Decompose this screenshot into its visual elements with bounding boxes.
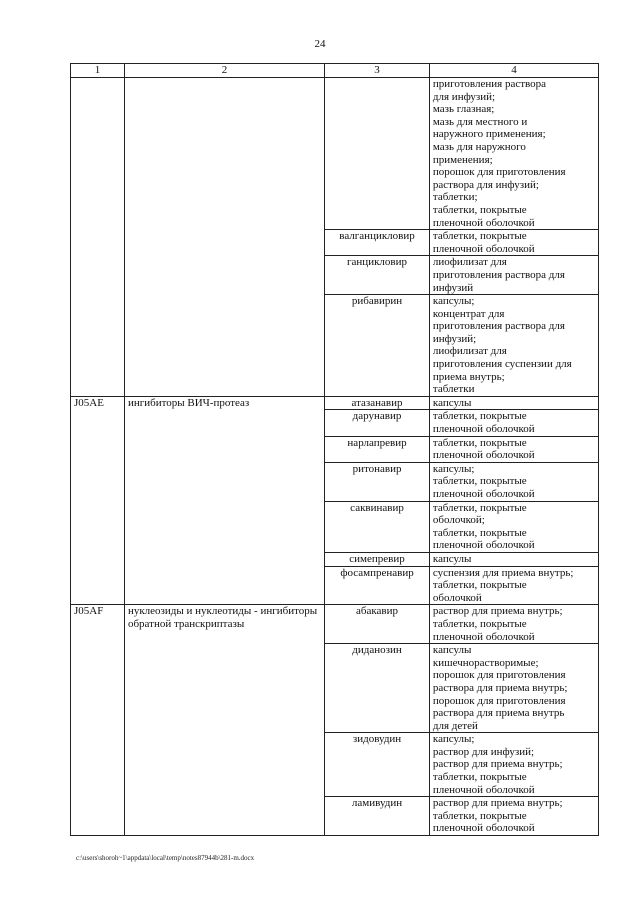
drug-name-cell: диданозин	[325, 644, 430, 733]
drug-name-cell: ритонавир	[325, 462, 430, 501]
table-row	[71, 605, 599, 644]
dosage-forms-cell	[429, 295, 598, 397]
column-header: 2	[124, 64, 324, 78]
dosage-form-line: раствор для приема внутрь;	[432, 797, 563, 810]
dosage-form-line: таблетки, покрытые	[432, 501, 527, 514]
dosage-forms-cell	[429, 644, 598, 733]
atc-code-cell	[71, 78, 125, 397]
dosage-form-line: порошок для приготовления	[432, 166, 566, 179]
drug-name-cell: зидовудин	[325, 733, 430, 797]
drug-name-cell	[325, 78, 430, 230]
dosage-form-line: приготовления суспензии для	[432, 358, 572, 371]
dosage-form-line: таблетки, покрытые	[432, 526, 527, 539]
column-header: 1	[71, 64, 125, 78]
footer-file-path: c:\users\shoroh~1\appdata\local\temp\notes87944b\281-m.docx	[76, 854, 255, 862]
dosage-form-line: порошок для приготовления	[432, 669, 566, 682]
dosage-form-line: кишечнорастворимые;	[432, 656, 539, 669]
dosage-form-line: таблетки, покрытые	[432, 230, 527, 243]
dosage-form-line: приготовления раствора для	[432, 320, 565, 333]
dosage-forms-cell	[429, 552, 598, 566]
dosage-form-line: раствора для инфузий;	[432, 178, 539, 191]
drug-group-cell	[124, 78, 324, 397]
drug-name-cell: атазанавир	[325, 396, 430, 410]
dosage-form-line: наружного применения;	[432, 128, 546, 141]
drug-name-cell: рибавирин	[325, 295, 430, 397]
dosage-form-line: лиофилизат для	[432, 345, 507, 358]
drug-name-cell: абакавир	[325, 605, 430, 644]
dosage-form-line: таблетки, покрытые	[432, 809, 527, 822]
dosage-form-line: таблетки, покрытые	[432, 579, 527, 592]
drug-name-cell: нарлапревир	[325, 436, 430, 462]
dosage-form-line: пленочной оболочкой	[432, 449, 535, 462]
dosage-forms-cell	[429, 436, 598, 462]
atc-code-cell: J05AF	[71, 605, 125, 836]
drug-name-cell: саквинавир	[325, 501, 430, 552]
atc-code-cell: J05AE	[71, 396, 125, 605]
dosage-form-line: таблетки	[432, 383, 475, 396]
dosage-form-line: инфузий	[432, 281, 474, 294]
dosage-form-line: раствор для приема внутрь;	[432, 605, 563, 618]
dosage-form-line: раствор для приема внутрь;	[432, 758, 563, 771]
dosage-form-line: оболочкой;	[432, 514, 485, 527]
dosage-forms-cell	[429, 230, 598, 256]
dosage-form-line: для инфузий;	[432, 90, 496, 103]
dosage-form-line: применения;	[432, 153, 493, 166]
dosage-form-line: пленочной оболочкой	[432, 242, 535, 255]
dosage-form-line: капсулы	[432, 644, 472, 657]
dosage-form-line: мазь для наружного	[432, 140, 526, 153]
dosage-form-line: таблетки, покрытые	[432, 617, 527, 630]
dosage-form-line: капсулы;	[432, 462, 475, 475]
column-header: 3	[325, 64, 430, 78]
page-number: 24	[314, 38, 326, 50]
dosage-form-line: таблетки, покрытые	[432, 475, 527, 488]
drug-group-cell: нуклеозиды и нуклеотиды - ингибиторы обратной транскриптазы	[124, 605, 324, 836]
dosage-forms-cell	[429, 605, 598, 644]
dosage-form-line: пленочной оболочкой	[432, 216, 535, 229]
drug-table	[70, 63, 599, 836]
dosage-form-line: мазь для местного и	[432, 115, 528, 128]
dosage-form-line: таблетки, покрытые	[432, 771, 527, 784]
dosage-form-line: пленочной оболочкой	[432, 423, 535, 436]
dosage-form-line: таблетки, покрытые	[432, 203, 527, 216]
dosage-form-line: приема внутрь;	[432, 370, 505, 383]
dosage-form-line: капсулы	[432, 552, 472, 565]
dosage-form-line: лиофилизат для	[432, 256, 507, 269]
dosage-forms-cell	[429, 733, 598, 797]
drug-name-cell: дарунавир	[325, 410, 430, 436]
dosage-forms-cell	[429, 256, 598, 295]
dosage-form-line: пленочной оболочкой	[432, 822, 535, 835]
dosage-forms-cell	[429, 797, 598, 836]
dosage-form-line: суспензия для приема внутрь;	[432, 566, 574, 579]
dosage-form-line: пленочной оболочкой	[432, 488, 535, 500]
table-row	[71, 78, 599, 230]
dosage-form-line: таблетки, покрытые	[432, 436, 527, 449]
dosage-form-line: порошок для приготовления	[432, 694, 566, 707]
dosage-form-line: раствора для приема внутрь	[432, 707, 565, 720]
dosage-form-line: пленочной оболочкой	[432, 783, 535, 796]
dosage-form-line: таблетки;	[432, 191, 478, 204]
dosage-forms-cell	[429, 78, 598, 230]
dosage-form-line: раствора для приема внутрь;	[432, 681, 568, 694]
drug-name-cell: ламивудин	[325, 797, 430, 836]
drug-name-cell: симепревир	[325, 552, 430, 566]
drug-name-cell: ганцикловир	[325, 256, 430, 295]
header-row	[71, 64, 599, 78]
dosage-form-line: таблетки, покрытые	[432, 410, 527, 423]
dosage-form-line: капсулы	[432, 396, 472, 409]
dosage-form-line: пленочной оболочкой	[432, 630, 535, 643]
dosage-form-line: пленочной оболочкой	[432, 539, 535, 552]
dosage-form-line: мазь глазная;	[432, 103, 495, 116]
drug-name-cell: валганцикловир	[325, 230, 430, 256]
table-body	[71, 78, 599, 836]
dosage-form-line: капсулы;	[432, 295, 475, 308]
dosage-forms-cell	[429, 566, 598, 605]
dosage-forms-cell	[429, 501, 598, 552]
dosage-form-line: инфузий;	[432, 332, 477, 345]
dosage-form-line: раствор для инфузий;	[432, 745, 535, 758]
dosage-form-line: для детей	[432, 719, 478, 732]
dosage-form-line: концентрат для	[432, 307, 505, 320]
dosage-form-line: приготовления раствора для	[432, 268, 565, 281]
dosage-form-line: приготовления раствора	[432, 78, 547, 90]
drug-group-cell: ингибиторы ВИЧ-протеаз	[124, 396, 324, 605]
dosage-form-line: капсулы;	[432, 733, 475, 746]
drug-name-cell: фосампренавир	[325, 566, 430, 605]
dosage-form-line: оболочкой	[432, 591, 482, 604]
dosage-forms-cell	[429, 410, 598, 436]
column-header: 4	[429, 64, 598, 78]
table-row	[71, 396, 599, 410]
dosage-forms-cell	[429, 396, 598, 410]
dosage-forms-cell	[429, 462, 598, 501]
